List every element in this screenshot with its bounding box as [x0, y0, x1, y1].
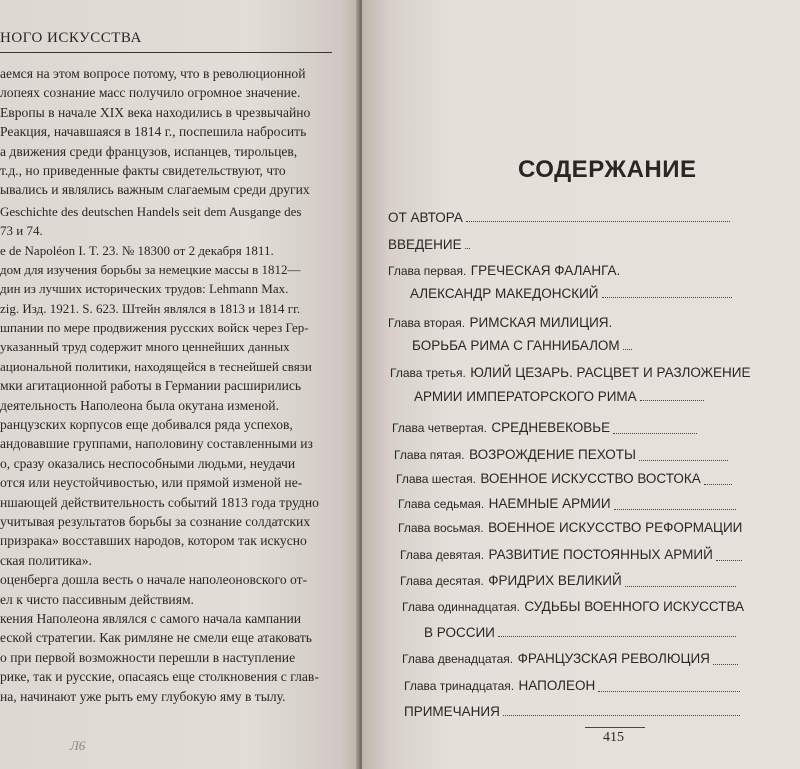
- body-line: о, сразу оказались неспособными людьми, неудачи: [0, 455, 296, 471]
- footnote-line: дом для изучения борьбы за немецкие массы в 1812—: [0, 261, 301, 277]
- toc-entry-title: В РОССИИ: [424, 625, 495, 640]
- toc-entry: [396, 470, 732, 488]
- toc-entry-title: ВОЗРОЖДЕНИЕ ПЕХОТЫ: [469, 447, 636, 462]
- body-line: на, начинают уже рыть ему глубокую яму в тылу.: [0, 688, 286, 704]
- toc-leader-dots: [503, 715, 740, 716]
- toc-entry-title: ГРЕЧЕСКАЯ ФАЛАНГА.: [470, 263, 621, 278]
- toc-entry-title: ВВЕДЕНИЕ: [388, 237, 462, 252]
- toc-leader-dots: [465, 248, 470, 249]
- toc-chapter-label: Глава одиннадцатая.: [402, 600, 520, 614]
- body-line: оценберга дошла весть о начале наполеоновского от-: [0, 572, 308, 588]
- toc-entry: [392, 419, 697, 437]
- toc-chapter-label: Глава четвертая.: [392, 421, 487, 435]
- toc-leader-dots: [613, 433, 697, 434]
- toc-entry-title: СУДЬБЫ ВОЕННОГО ИСКУССТВА: [524, 599, 745, 614]
- toc-entry: [400, 546, 742, 564]
- toc-entry: [390, 364, 750, 382]
- toc-entry-title: ВОЕННОЕ ИСКУССТВО РЕФОРМАЦИИ: [488, 520, 743, 535]
- body-line: т.д., но приведенные факты свидетельствуют, что: [0, 162, 286, 178]
- body-line: Реакция, начавшаяся в 1814 г., поспешила набросить: [0, 124, 307, 140]
- running-head-rule: [0, 52, 332, 53]
- body-line: о при первой возможности перешли в наступление: [0, 649, 296, 665]
- toc-leader-dots: [640, 400, 704, 401]
- toc-entry-title: ФРАНЦУЗСКАЯ РЕВОЛЮЦИЯ: [517, 651, 710, 666]
- toc-entry: [412, 338, 632, 353]
- toc-entry: [402, 598, 744, 616]
- toc-chapter-label: Глава десятая.: [400, 574, 484, 588]
- toc-chapter-label: Глава восьмая.: [398, 521, 484, 535]
- toc-leader-dots: [498, 636, 736, 637]
- toc-chapter-label: Глава шестая.: [396, 472, 476, 486]
- toc-entry-title: АРМИИ ИМПЕРАТОРСКОГО РИМА: [414, 389, 637, 404]
- toc-chapter-label: Глава тринадцатая.: [404, 679, 515, 693]
- toc-chapter-label: Глава пятая.: [394, 448, 465, 462]
- body-line: а движения среди французов, испанцев, тирольцев,: [0, 143, 298, 159]
- toc-chapter-label: Глава девятая.: [400, 548, 485, 562]
- footnote-line: ациональной политики, находящейся в теснейшей связи: [0, 358, 312, 374]
- left-page-body: [0, 64, 345, 706]
- toc-leader-dots: [602, 297, 732, 298]
- toc-entry-title: ОТ АВТОРА: [388, 210, 463, 225]
- toc-entry-title: БОРЬБА РИМА С ГАННИБАЛОМ: [412, 338, 620, 353]
- page-number-rule: [585, 727, 645, 728]
- toc-leader-dots: [598, 691, 740, 692]
- toc-leader-dots: [713, 664, 738, 665]
- toc-entry-title: НАЕМНЫЕ АРМИИ: [488, 496, 611, 511]
- toc-entry: [388, 210, 730, 225]
- toc-entry-title: РАЗВИТИЕ ПОСТОЯННЫХ АРМИЙ: [488, 547, 713, 562]
- toc-entry: [424, 625, 736, 640]
- toc-entry: [402, 650, 738, 668]
- toc-chapter-label: Глава двенадцатая.: [402, 652, 514, 666]
- toc-entry: [404, 704, 740, 719]
- toc-entry: [410, 286, 732, 301]
- toc-leader-dots: [704, 484, 732, 485]
- body-line: андовавшие группами, наполовину составленными из: [0, 436, 313, 452]
- body-line: призрака» восставших народов, котором так искусно: [0, 533, 307, 549]
- toc-entry-title: АЛЕКСАНДР МАКЕДОНСКИЙ: [410, 286, 599, 301]
- body-line: учитывая результатов борьбы за сознание солдатских: [0, 513, 311, 529]
- body-line: ншающей действительность событий 1813 года трудно: [0, 494, 319, 510]
- toc-entry-title: ФРИДРИХ ВЕЛИКИЙ: [488, 573, 622, 588]
- toc-entry: [398, 519, 744, 537]
- footnote-line: 73 и 74.: [0, 223, 43, 239]
- toc-leader-dots: [623, 349, 632, 350]
- body-line: лопеях сознание масс получило огромное значение.: [0, 85, 301, 101]
- toc-entry-title: ВОЕННОЕ ИСКУССТВО ВОСТОКА: [480, 471, 701, 486]
- toc-entry: [394, 446, 728, 464]
- toc-entry: [400, 572, 736, 590]
- footnote-line: шпании по мере продвижения русских войск через Гер-: [0, 320, 309, 336]
- footnote-line: дин из лучших исторических трудов: Lehmann Max.: [0, 281, 289, 297]
- toc-entry: [388, 262, 620, 280]
- body-line: ывались и являлись важным слагаемым среди других: [0, 182, 310, 198]
- body-line: ранцузских корпусов еще добивался ряда успехов,: [0, 417, 293, 433]
- footnote-line: указанный труд содержит много ценнейших данных: [0, 339, 290, 355]
- footnote-line: Geschichte des deutschen Handels seit dem Ausgange des: [0, 203, 302, 219]
- contents-title: СОДЕРЖАНИЕ: [518, 156, 697, 183]
- toc-entry: [404, 677, 740, 695]
- body-line: аемся на этом вопросе потому, что в революционной: [0, 66, 306, 81]
- toc-chapter-label: Глава первая.: [388, 264, 467, 278]
- toc-chapter-label: Глава вторая.: [388, 316, 466, 330]
- toc-entry: [414, 389, 704, 404]
- body-line: мки агитационной работы в Германии расширились: [0, 378, 302, 394]
- body-line: рике, так и русские, опасаясь еще столкновения с глав-: [0, 669, 319, 685]
- page-number: 415: [603, 730, 624, 745]
- toc-entry-title: РИМСКАЯ МИЛИЦИЯ.: [469, 315, 613, 330]
- running-head: НОГО ИСКУССТВА: [0, 30, 142, 46]
- toc-entry-title: ПРИМЕЧАНИЯ: [404, 704, 500, 719]
- toc-chapter-label: Глава третья.: [390, 366, 466, 380]
- left-page: [0, 0, 360, 769]
- toc-leader-dots: [716, 560, 742, 561]
- footnote-line: e de Napoléon I. T. 23. № 18300 от 2 декабря 1811.: [0, 242, 274, 258]
- body-line: кения Наполеона являлся с самого начала кампании: [0, 610, 302, 626]
- toc-leader-dots: [466, 221, 730, 222]
- toc-entry-title: ЮЛИЙ ЦЕЗАРЬ. РАСЦВЕТ И РАЗЛОЖЕНИЕ: [470, 365, 751, 380]
- left-page-folio: Л6: [70, 738, 86, 753]
- toc-entry: [398, 495, 736, 513]
- toc-leader-dots: [614, 509, 736, 510]
- toc-entry: [388, 237, 470, 252]
- body-line: деятельность Наполеона была окутана изменой.: [0, 397, 279, 413]
- toc-leader-dots: [639, 460, 728, 461]
- toc-entry: [388, 314, 612, 332]
- body-line: Европы в начале XIX века находились в чрезвычайно: [0, 104, 311, 120]
- body-line: ел к чисто пассивным действиям.: [0, 591, 194, 607]
- toc-entry-title: СРЕДНЕВЕКОВЬЕ: [491, 420, 611, 435]
- footnote-line: zig. Изд. 1921. S. 623. Штейн являлся в 1813 и 1814 гг.: [0, 300, 301, 316]
- body-line: еской стратегии. Как римляне не смели еще атаковать: [0, 630, 313, 646]
- body-line: отся или неустойчивостью, или прямой изменой не-: [0, 475, 303, 491]
- toc-leader-dots: [625, 586, 736, 587]
- toc-chapter-label: Глава седьмая.: [398, 497, 485, 511]
- toc-entry-title: НАПОЛЕОН: [518, 678, 596, 693]
- body-line: ская политика».: [0, 552, 92, 568]
